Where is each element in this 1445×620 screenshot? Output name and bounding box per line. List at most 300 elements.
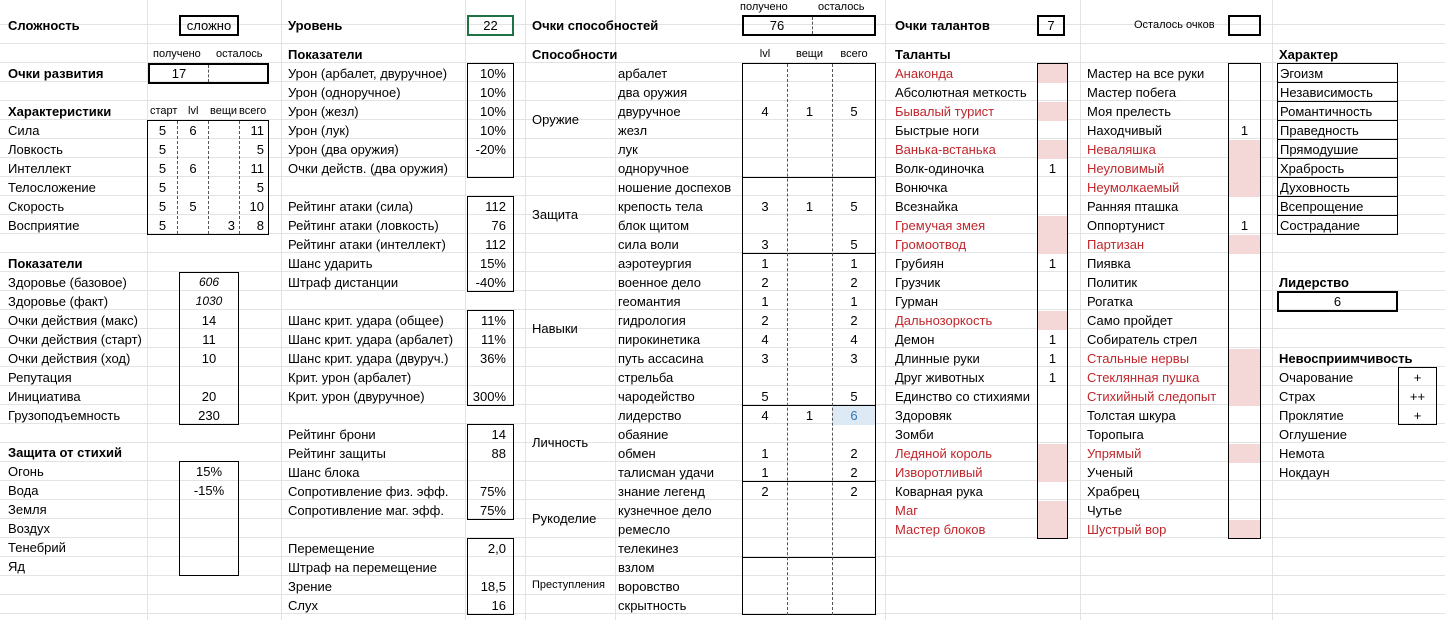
talent-name: Толстая шкура bbox=[1087, 408, 1176, 423]
stat-total: 11 bbox=[250, 161, 264, 176]
indicator2-group-box bbox=[467, 63, 514, 178]
indicator-value: 10 bbox=[201, 351, 217, 366]
indicator2-value: 11% bbox=[480, 313, 506, 328]
indicator2-value: 10% bbox=[479, 66, 506, 81]
indicator-value bbox=[180, 368, 238, 387]
talent-value[interactable]: 1 bbox=[1048, 161, 1057, 176]
indicator2-group-box bbox=[467, 424, 514, 520]
element-name: Вода bbox=[8, 483, 39, 498]
indicator2-name: Штраф на перемещение bbox=[288, 560, 438, 575]
indicator2-value: 11% bbox=[480, 332, 506, 347]
ability-name: блок щитом bbox=[618, 218, 690, 233]
trait-divider bbox=[1277, 215, 1398, 216]
talent-name: Собиратель стрел bbox=[1087, 332, 1198, 347]
talent-name: Зомби bbox=[895, 427, 934, 442]
stat-items[interactable] bbox=[209, 140, 235, 159]
talent-name: Оппортунист bbox=[1087, 218, 1165, 233]
indicator2-name: Перемещение bbox=[288, 541, 375, 556]
ability-name: одноручное bbox=[618, 161, 689, 176]
ability-name: гидрология bbox=[618, 313, 686, 328]
ability-group-label: Навыки bbox=[532, 321, 578, 336]
ability-name: стрельба bbox=[618, 370, 674, 385]
talent-value[interactable]: 1 bbox=[1048, 256, 1057, 271]
talent-name: Неуловимый bbox=[1087, 161, 1165, 176]
ability-name: аэротеургия bbox=[618, 256, 692, 271]
ability-group-box bbox=[742, 405, 876, 482]
element-name: Воздух bbox=[8, 521, 51, 536]
ability-name: обмен bbox=[618, 446, 656, 461]
indicator2-value: 10% bbox=[479, 104, 506, 119]
ability-group-box bbox=[742, 481, 876, 558]
talent-name: Гремучая змея bbox=[895, 218, 986, 233]
character-trait[interactable]: Романтичность bbox=[1280, 104, 1373, 119]
talent-name: Гурман bbox=[895, 294, 939, 309]
indicator2-value: 14 bbox=[491, 427, 506, 442]
ability-name: геомантия bbox=[618, 294, 681, 309]
talent-name: Демон bbox=[895, 332, 935, 347]
ability-lvl[interactable]: 4 bbox=[761, 332, 769, 347]
stat-total: 5 bbox=[256, 142, 264, 157]
stat-total: 10 bbox=[249, 199, 264, 214]
ability-lvl[interactable]: 2 bbox=[761, 484, 769, 499]
ability-lvl[interactable]: 1 bbox=[761, 465, 769, 480]
ability-name: двуручное bbox=[618, 104, 681, 119]
indicator2-name: Шанс крит. удара (общее) bbox=[288, 313, 444, 328]
element-name: Огонь bbox=[8, 464, 44, 479]
ability-total: 6 bbox=[832, 406, 876, 425]
stat-lvl[interactable] bbox=[178, 216, 208, 235]
received-header: получено bbox=[153, 48, 201, 60]
indicator-name: Здоровье (факт) bbox=[8, 294, 109, 309]
talent-name: Стихийный следопыт bbox=[1087, 389, 1217, 404]
dev-points-value: 17 bbox=[171, 66, 187, 81]
ability-name: два оружия bbox=[618, 85, 688, 100]
ability-group-label: Защита bbox=[532, 207, 579, 222]
stat-items[interactable] bbox=[209, 159, 235, 178]
indicator-name: Здоровье (базовое) bbox=[8, 275, 127, 290]
stat-total: 11 bbox=[250, 123, 264, 138]
talent-name: Партизан bbox=[1087, 237, 1145, 252]
indicator2-name: Очки действ. (два оружия) bbox=[288, 161, 448, 176]
ability-items[interactable]: 1 bbox=[805, 104, 814, 119]
indicator2-name: Сопротивление физ. эфф. bbox=[288, 484, 449, 499]
element-value[interactable] bbox=[180, 557, 238, 576]
talents-header: Таланты bbox=[895, 47, 951, 62]
ab-col-items: вещи bbox=[795, 48, 824, 60]
indicator2-value: 88 bbox=[491, 446, 506, 461]
indicator2-value: 2,0 bbox=[487, 541, 506, 556]
ability-total: 2 bbox=[850, 465, 858, 480]
indicator-name: Репутация bbox=[8, 370, 72, 385]
stat-items[interactable] bbox=[209, 121, 235, 140]
col2-header: Показатели bbox=[288, 47, 363, 62]
character-header: Характер bbox=[1279, 47, 1339, 62]
leadership-label: Лидерство bbox=[1279, 275, 1349, 290]
ability-lvl[interactable]: 2 bbox=[761, 313, 769, 328]
talent-name: Стеклянная пушка bbox=[1087, 370, 1200, 385]
talent-name: Мастер блоков bbox=[895, 522, 986, 537]
trait-divider bbox=[1277, 101, 1398, 102]
ability-group-label: Преступления bbox=[532, 578, 605, 591]
talent-name: Ледяной король bbox=[895, 446, 992, 461]
col-total: всего bbox=[239, 105, 267, 117]
ability-total: 1 bbox=[850, 256, 858, 271]
character-trait[interactable]: Храбрость bbox=[1280, 161, 1345, 176]
immunity-value[interactable]: ++ bbox=[1409, 389, 1426, 404]
ability-lvl[interactable]: 2 bbox=[761, 275, 769, 290]
col-start: старт bbox=[150, 105, 178, 117]
talent-value[interactable]: 1 bbox=[1240, 123, 1249, 138]
indicator2-name: Рейтинг защиты bbox=[288, 446, 386, 461]
ability-group-box bbox=[742, 63, 876, 178]
indicator2-name: Урон (жезл) bbox=[288, 104, 359, 119]
indicators-header: Показатели bbox=[8, 256, 83, 271]
ability-name: знание легенд bbox=[618, 484, 705, 499]
character-trait[interactable]: Сострадание bbox=[1280, 218, 1361, 233]
talent-value[interactable]: 1 bbox=[1048, 351, 1057, 366]
talent-name: Чутье bbox=[1087, 503, 1123, 518]
talent-name: Находчивый bbox=[1087, 123, 1163, 138]
indicator2-name: Урон (лук) bbox=[288, 123, 350, 138]
trait-divider bbox=[1277, 158, 1398, 159]
indicator2-value: 76 bbox=[491, 218, 506, 233]
ability-total: 5 bbox=[850, 104, 858, 119]
talent-name: Единство со стихиями bbox=[895, 389, 1030, 404]
indicator2-name: Шанс блока bbox=[288, 465, 360, 480]
ability-group-label: Рукоделие bbox=[532, 511, 597, 526]
talent-name: Шустрый вор bbox=[1087, 522, 1167, 537]
ability-items[interactable]: 1 bbox=[805, 408, 814, 423]
talent-name: Моя прелесть bbox=[1087, 104, 1171, 119]
indicator2-name: Зрение bbox=[288, 579, 332, 594]
ability-divider bbox=[832, 64, 833, 615]
talent-name: Бывалый турист bbox=[895, 104, 995, 119]
ability-group-label: Оружие bbox=[532, 112, 580, 127]
talent-name: Дальнозоркость bbox=[895, 313, 993, 328]
trait-divider bbox=[1277, 139, 1398, 140]
talent-name: Длинные руки bbox=[895, 351, 980, 366]
col-lvl: lvl bbox=[188, 105, 199, 117]
ability-name: пирокинетика bbox=[618, 332, 701, 347]
stat-items[interactable] bbox=[209, 178, 235, 197]
stat-lvl[interactable]: 6 bbox=[189, 123, 197, 138]
indicator2-value: 75% bbox=[479, 484, 506, 499]
ability-total: 1 bbox=[850, 294, 858, 309]
stat-lvl[interactable]: 5 bbox=[189, 199, 197, 214]
talent-name: Храбрец bbox=[1087, 484, 1140, 499]
element-value[interactable] bbox=[180, 538, 238, 557]
ability-name: ношение доспехов bbox=[618, 180, 732, 195]
element-value[interactable]: -15% bbox=[193, 483, 225, 498]
character-trait[interactable]: Всепрощение bbox=[1280, 199, 1364, 214]
ab-col-total: всего bbox=[840, 48, 868, 60]
indicator2-name: Слух bbox=[288, 598, 318, 613]
talent-name: Громоотвод bbox=[895, 237, 967, 252]
indicator2-value: -20% bbox=[475, 142, 506, 157]
indicator-value: 11 bbox=[202, 332, 216, 347]
talent-name: Маг bbox=[895, 503, 918, 518]
indicator2-value: 18,5 bbox=[480, 579, 506, 594]
talent-name: Вонючка bbox=[895, 180, 948, 195]
talent-box bbox=[1228, 63, 1261, 539]
stat-name: Восприятие bbox=[8, 218, 80, 233]
immunity-value[interactable]: + bbox=[1413, 370, 1422, 385]
stat-name: Сила bbox=[8, 123, 40, 138]
indicator2-name: Рейтинг брони bbox=[288, 427, 376, 442]
remaining-points-value bbox=[1228, 16, 1261, 35]
indicator-value: 606 bbox=[198, 275, 220, 289]
ability-total: 3 bbox=[850, 351, 858, 366]
ability-name: военное дело bbox=[618, 275, 701, 290]
element-name: Тенебрий bbox=[8, 540, 66, 555]
immunity-name: Очарование bbox=[1279, 370, 1354, 385]
indicator-value: 14 bbox=[201, 313, 217, 328]
ability-lvl[interactable]: 4 bbox=[761, 408, 769, 423]
ability-lvl[interactable]: 5 bbox=[761, 389, 769, 404]
indicator2-value: 75% bbox=[479, 503, 506, 518]
element-value[interactable] bbox=[180, 519, 238, 538]
talent-name: Всезнайка bbox=[895, 199, 958, 214]
indicator2-name: Рейтинг атаки (сила) bbox=[288, 199, 414, 214]
ability-lvl[interactable]: 1 bbox=[761, 256, 769, 271]
indicator-value: 20 bbox=[201, 389, 217, 404]
indicator2-value: 10% bbox=[479, 123, 506, 138]
ab-col-lvl: lvl bbox=[759, 48, 771, 60]
ability-name: лидерство bbox=[618, 408, 682, 423]
talent-name: Быстрые ноги bbox=[895, 123, 980, 138]
talent-name: Торопыга bbox=[1087, 427, 1144, 442]
ability-group-box bbox=[742, 253, 876, 406]
element-value[interactable] bbox=[180, 500, 238, 519]
indicator2-value: 15% bbox=[479, 256, 506, 271]
immunity-name: Страх bbox=[1279, 389, 1316, 404]
ability-name: воровство bbox=[618, 579, 680, 594]
indicator2-value: 112 bbox=[485, 237, 506, 252]
talent-box bbox=[1037, 63, 1068, 539]
indicator2-name: Шанс крит. удара (двуруч.) bbox=[288, 351, 449, 366]
indicator2-name: Рейтинг атаки (интеллект) bbox=[288, 237, 446, 252]
stat-start[interactable]: 5 bbox=[158, 218, 167, 233]
talent-name: Волк-одиночка bbox=[895, 161, 985, 176]
trait-divider bbox=[1277, 177, 1398, 178]
talent-name: Мастер побега bbox=[1087, 85, 1177, 100]
ability-total: 2 bbox=[850, 484, 858, 499]
characteristics-header: Характеристики bbox=[8, 104, 112, 119]
character-trait[interactable]: Праведность bbox=[1280, 123, 1359, 138]
character-trait[interactable]: Прямодушие bbox=[1280, 142, 1359, 157]
indicator2-value: 300% bbox=[472, 389, 506, 404]
talent-name: Абсолютная меткость bbox=[895, 85, 1027, 100]
immunity-name: Нокдаун bbox=[1279, 465, 1330, 480]
element-name: Яд bbox=[8, 559, 25, 574]
remaining-header: осталось bbox=[216, 48, 263, 60]
immunity-value[interactable] bbox=[1398, 444, 1437, 463]
stat-start[interactable]: 5 bbox=[158, 142, 167, 157]
abilities-header: Способности bbox=[532, 47, 618, 62]
immunity-header: Невосприимчивость bbox=[1279, 351, 1413, 366]
dev-points-label: Очки развития bbox=[8, 66, 104, 81]
indicator2-value: 16 bbox=[491, 598, 506, 613]
talent-name: Пиявка bbox=[1087, 256, 1131, 271]
talent-name: Политик bbox=[1087, 275, 1138, 290]
stat-total: 8 bbox=[256, 218, 264, 233]
indicator2-value: 10% bbox=[479, 85, 506, 100]
ability-name: обаяние bbox=[618, 427, 669, 442]
stat-items[interactable] bbox=[209, 197, 235, 216]
stat-name: Ловкость bbox=[8, 142, 63, 157]
talent-value[interactable]: 1 bbox=[1048, 332, 1057, 347]
indicator-value: 230 bbox=[198, 408, 220, 423]
ability-name: путь ассасина bbox=[618, 351, 704, 366]
col-items: вещи bbox=[210, 105, 238, 117]
talent-name: Ученый bbox=[1087, 465, 1134, 480]
talent-name: Упрямый bbox=[1087, 446, 1142, 461]
element-name: Земля bbox=[8, 502, 47, 517]
talent-name: Изворотливый bbox=[895, 465, 983, 480]
stat-items[interactable]: 3 bbox=[227, 218, 235, 233]
talent-name: Ванька-встанька bbox=[895, 142, 996, 157]
talent-name: Стальные нервы bbox=[1087, 351, 1190, 366]
ability-name: кузнечное дело bbox=[618, 503, 712, 518]
ability-name: лук bbox=[618, 142, 638, 157]
ability-total: 2 bbox=[850, 446, 858, 461]
indicator-name: Грузоподъемность bbox=[8, 408, 121, 423]
ap-remaining: осталось bbox=[818, 1, 865, 13]
character-trait[interactable]: Духовность bbox=[1280, 180, 1350, 195]
talent-name: Коварная рука bbox=[895, 484, 983, 499]
ability-name: сила воли bbox=[618, 237, 679, 252]
talent-points-label: Очки талантов bbox=[895, 18, 990, 33]
stat-name: Скорость bbox=[8, 199, 65, 214]
stat-start[interactable]: 5 bbox=[158, 161, 167, 176]
stat-lvl[interactable] bbox=[178, 140, 208, 159]
immunity-value[interactable] bbox=[1398, 463, 1437, 482]
indicator2-name: Рейтинг атаки (ловкость) bbox=[288, 218, 439, 233]
ability-total: 2 bbox=[850, 275, 858, 290]
indicator2-name: Сопротивление маг. эфф. bbox=[288, 503, 444, 518]
ability-name: крепость тела bbox=[618, 199, 703, 214]
ability-lvl[interactable]: 3 bbox=[761, 237, 769, 252]
ability-name: телекинез bbox=[618, 541, 679, 556]
indicator2-name: Штраф дистанции bbox=[288, 275, 399, 290]
ability-total: 5 bbox=[850, 389, 858, 404]
character-trait[interactable]: Независимость bbox=[1280, 85, 1373, 100]
ability-divider bbox=[787, 64, 788, 615]
ability-name: жезл bbox=[618, 123, 648, 138]
indicator2-name: Шанс крит. удара (арбалет) bbox=[288, 332, 454, 347]
stat-start[interactable]: 5 bbox=[158, 123, 167, 138]
indicator-value: 1030 bbox=[195, 294, 223, 308]
talent-name: Здоровяк bbox=[895, 408, 952, 423]
difficulty-label: Сложность bbox=[8, 18, 80, 33]
immunity-name: Проклятие bbox=[1279, 408, 1344, 423]
stat-lvl[interactable]: 6 bbox=[189, 161, 197, 176]
ap-received: получено bbox=[740, 1, 788, 13]
ability-total: 5 bbox=[850, 237, 858, 252]
trait-divider bbox=[1277, 196, 1398, 197]
immunity-value[interactable] bbox=[1398, 425, 1437, 444]
ability-total: 5 bbox=[850, 199, 858, 214]
element-value[interactable]: 15% bbox=[195, 464, 223, 479]
immunity-value[interactable]: + bbox=[1413, 408, 1422, 423]
ability-group-label: Личность bbox=[532, 435, 589, 450]
ability-lvl[interactable]: 3 bbox=[761, 351, 769, 366]
talent-name: Друг животных bbox=[895, 370, 985, 385]
ability-total: 2 bbox=[850, 313, 858, 328]
ability-name: талисман удачи bbox=[618, 465, 714, 480]
talent-value[interactable]: 1 bbox=[1048, 370, 1057, 385]
ability-name: ремесло bbox=[618, 522, 671, 537]
ability-lvl[interactable]: 1 bbox=[761, 294, 769, 309]
ability-name: чародейство bbox=[618, 389, 695, 404]
talent-name: Неумолкаемый bbox=[1087, 180, 1180, 195]
indicator2-group-box bbox=[467, 538, 514, 615]
indicator2-name: Урон (арбалет, двуручное) bbox=[288, 66, 448, 81]
ability-lvl[interactable]: 1 bbox=[761, 446, 769, 461]
indicator-name: Инициатива bbox=[8, 389, 81, 404]
immunity-name: Немота bbox=[1279, 446, 1325, 461]
trait-divider bbox=[1277, 120, 1398, 121]
stat-name: Телосложение bbox=[8, 180, 96, 195]
stat-total: 5 bbox=[256, 180, 264, 195]
talent-value[interactable]: 1 bbox=[1240, 218, 1249, 233]
level-value: 22 bbox=[483, 18, 498, 33]
ability-items[interactable]: 1 bbox=[805, 199, 814, 214]
talent-name: Грубиян bbox=[895, 256, 944, 271]
immunity-name: Оглушение bbox=[1279, 427, 1347, 442]
indicator2-name: Урон (одноручное) bbox=[288, 85, 401, 100]
indicator2-value: 36% bbox=[479, 351, 506, 366]
ability-lvl[interactable]: 4 bbox=[761, 104, 769, 119]
leadership-value: 6 bbox=[1333, 294, 1342, 309]
ability-points-label: Очки способностей bbox=[532, 18, 659, 33]
indicator2-value: -40% bbox=[475, 275, 506, 290]
ability-name: взлом bbox=[618, 560, 655, 575]
ability-name: арбалет bbox=[618, 66, 668, 81]
ability-group-box bbox=[742, 177, 876, 254]
indicator2-name: Шанс ударить bbox=[288, 256, 373, 271]
elem-header: Защита от стихий bbox=[8, 445, 122, 460]
remaining-points-label: Осталось очков bbox=[1134, 19, 1215, 31]
stat-name: Интеллект bbox=[8, 161, 72, 176]
indicator2-group-box bbox=[467, 310, 514, 406]
stat-lvl[interactable] bbox=[178, 178, 208, 197]
indicator-name: Очки действия (макс) bbox=[8, 313, 138, 328]
talent-name: Мастер на все руки bbox=[1087, 66, 1205, 81]
level-label: Уровень bbox=[288, 18, 343, 33]
talent-name: Неваляшка bbox=[1087, 142, 1156, 157]
character-trait[interactable]: Эгоизм bbox=[1280, 66, 1324, 81]
indicator2-name: Крит. урон (арбалет) bbox=[288, 370, 412, 385]
talent-name: Само пройдет bbox=[1087, 313, 1173, 328]
stat-start[interactable]: 5 bbox=[158, 199, 167, 214]
indicator2-value: 112 bbox=[485, 199, 506, 214]
ability-lvl[interactable]: 3 bbox=[761, 199, 769, 214]
ability-total: 4 bbox=[850, 332, 858, 347]
ability-points-value: 76 bbox=[769, 18, 785, 33]
talent-name: Рогатка bbox=[1087, 294, 1133, 309]
difficulty-value: сложно bbox=[186, 18, 232, 33]
stat-start[interactable]: 5 bbox=[158, 180, 167, 195]
indicator-name: Очки действия (старт) bbox=[8, 332, 142, 347]
trait-divider bbox=[1277, 82, 1398, 83]
talent-name: Ранняя пташка bbox=[1087, 199, 1179, 214]
indicator2-name: Урон (два оружия) bbox=[288, 142, 399, 157]
indicator2-group-box bbox=[467, 196, 514, 292]
talent-name: Анаконда bbox=[895, 66, 954, 81]
ability-name: скрытность bbox=[618, 598, 687, 613]
ability-group-box bbox=[742, 557, 876, 615]
